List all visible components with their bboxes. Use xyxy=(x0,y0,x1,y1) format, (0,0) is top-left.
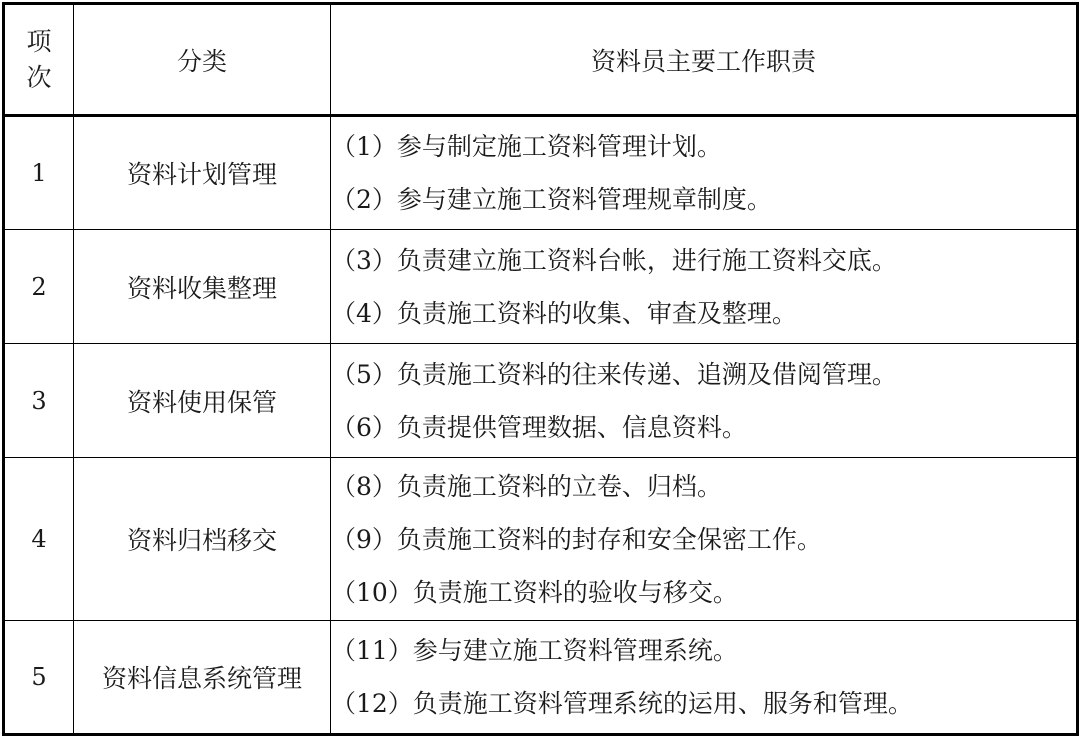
header-cell-category: 分类 xyxy=(74,4,331,116)
duty-item: （2）参与建立施工资料管理规章制度。 xyxy=(331,185,772,214)
duty-table xyxy=(2,2,1079,736)
row-number: 2 xyxy=(4,230,74,344)
row-number: 5 xyxy=(4,621,74,735)
duty-item: （4）负责施工资料的收集、审查及整理。 xyxy=(331,298,797,328)
row-duties xyxy=(331,116,1078,230)
header-row xyxy=(4,4,1078,116)
duty-item: （5）负责施工资料的往来传递、追溯及借阅管理。 xyxy=(331,359,897,389)
row-duties xyxy=(331,458,1078,621)
duty-item: （12）负责施工资料管理系统的运用、服务和管理。 xyxy=(331,689,913,718)
header-cell-duties: 资料员主要工作职责 xyxy=(331,4,1078,116)
row-category: 资料归档移交 xyxy=(74,458,331,621)
header-no-label: 项次 xyxy=(26,26,52,92)
row-category: 资料使用保管 xyxy=(74,344,331,458)
duty-item: （10）负责施工资料的验收与移交。 xyxy=(331,577,738,607)
header-cell-no xyxy=(4,4,74,116)
duty-item: （3）负责建立施工资料台帐，进行施工资料交底。 xyxy=(331,245,897,275)
row-category: 资料计划管理 xyxy=(74,116,331,230)
duty-item: （11）参与建立施工资料管理系统。 xyxy=(331,636,738,665)
row-number: 4 xyxy=(4,458,74,621)
row-category: 资料信息系统管理 xyxy=(74,621,331,735)
table-header xyxy=(4,4,1078,116)
duty-item: （6）负责提供管理数据、信息资料。 xyxy=(331,412,747,442)
row-number: 1 xyxy=(4,116,74,230)
duty-item: （1）参与制定施工资料管理计划。 xyxy=(331,132,722,161)
row-duties xyxy=(331,230,1078,344)
row-duties xyxy=(331,344,1078,458)
row-category: 资料收集整理 xyxy=(74,230,331,344)
row-number: 3 xyxy=(4,344,74,458)
duty-item: （8）负责施工资料的立卷、归档。 xyxy=(331,471,722,501)
table-row xyxy=(4,116,1078,230)
table-row xyxy=(4,344,1078,458)
table-row xyxy=(4,458,1078,621)
row-duties xyxy=(331,621,1078,735)
duty-item: （9）负责施工资料的封存和安全保密工作。 xyxy=(331,524,822,554)
table-row xyxy=(4,621,1078,735)
table-row xyxy=(4,230,1078,344)
table-body xyxy=(4,116,1078,735)
